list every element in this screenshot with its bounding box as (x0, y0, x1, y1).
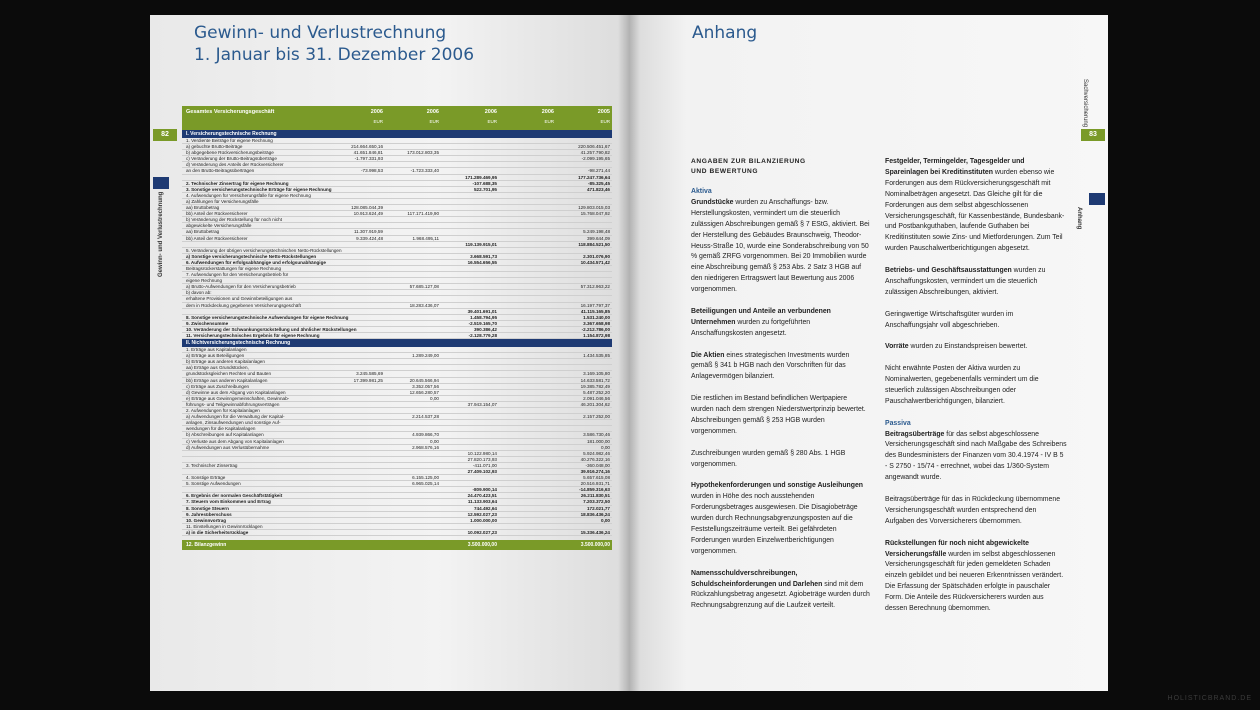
row-label: 8. Sonstige Steuern (186, 505, 229, 511)
page-number-right: 83 (1081, 129, 1105, 141)
row-label: a) Brutto-Aufwendungen für den Versicherungsbetrieb (186, 284, 296, 290)
row-value: 15.768.047,92 (580, 211, 610, 217)
row-value: 7.203.372,50 (583, 499, 610, 505)
year-col-2: 2006 (426, 109, 439, 115)
paragraph: Zuschreibungen wurden gemäß § 280 Abs. 1 HGB vorgenommen. (691, 449, 846, 468)
row-label: 2. Technischer Zinsertrag für eigene Rechnung (186, 180, 289, 186)
row-value: 16.197.797,37 (580, 302, 610, 308)
row-value: 10.092.027,23 (467, 529, 497, 535)
paragraph: Die Aktien eines strategischen Investments wurden gemäß § 341 b HGB nach den Vorschriften für das Anlagevermögen bilanziert. (691, 351, 850, 381)
row-value: 2.968.576,16 (412, 444, 439, 450)
subheading-passiva: Passiva (885, 419, 911, 427)
row-label: 4. Aufwendungen für Versicherungsfälle für eigene Rechnung (186, 192, 311, 198)
row-value: -360.048,00 (585, 462, 610, 468)
row-value: 1.434.535,85 (583, 353, 610, 359)
row-label: dem in Rückdeckung gegebenen Versicherungsgeschäft (186, 302, 301, 308)
row-value: 46.201.304,62 (580, 401, 610, 407)
row-label: a) in die Sicherheitsrücklage (186, 529, 249, 535)
row-value: 744.492,64 (474, 505, 497, 511)
row-value: 10.913.624,49 (353, 211, 383, 217)
row-label: aa) Bruttobetrag (186, 229, 220, 235)
paragraph: Festgelder, Termingelder, Tagesgelder und Spareinlagen bei Kreditinstituten wurden ebenso wie Forderungen aus dem Rückversicherungsgeschäft mit Nominalbeträgen angesetzt. Das Gleiche gilt für die Forderungen aus dem selbst abgeschlossenen Versicherungsgeschäft, für Kassenbestände, Bundesbank- und Postbankguthaben, laufende Guthaben bei Kreditinstituten sowie Zins- und Mietforderungen. Zum Teil wurden Pauschalwertberichtigungen abgesetzt. (885, 158, 1065, 253)
row-label: 3. Sonstige versicherungstechnische Erträge für eigene Rechnung (186, 186, 332, 192)
row-value: 0,00 (430, 395, 439, 401)
row-value: 19.385.782,49 (580, 383, 610, 389)
page-number-left: 82 (153, 129, 177, 141)
row-value: 57.312.963,22 (580, 284, 610, 290)
row-value: 11.133.903,64 (467, 499, 497, 505)
row-value: 41.115.165,85 (580, 308, 610, 314)
row-value: 181.000,00 (587, 438, 610, 444)
row-label: 1. Verdiente Beiträge für eigene Rechnung (186, 138, 273, 143)
row-value: 12.592.027,23 (467, 511, 497, 517)
row-label: b) davon ab: (186, 290, 212, 296)
section-marker-right (1089, 193, 1105, 205)
row-value: 37.943.154,07 (467, 401, 497, 407)
section-marker-left (153, 177, 169, 189)
row-label: bb) Erträge aus anderen Kapitalanlagen (186, 377, 268, 383)
row-label: führungs- und Teilgewinnabführungsverträgen (186, 401, 280, 407)
row-value: 41.257.790,82 (580, 150, 610, 156)
row-label: d) Gewinne aus dem Abgang von Kapitalanlagen (186, 389, 286, 395)
row-value: 5.657.615,08 (583, 475, 610, 481)
row-value: 24.470.423,51 (467, 493, 497, 499)
row-label: a) Erträge aus Beteiligungen (186, 353, 245, 359)
row-label: 6. Aufwendungen für erfolgsabhängige und erfolgsunabhängige (186, 259, 326, 265)
row-value: 119.139.915,01 (465, 241, 497, 247)
row-value: 57.685.127,08 (409, 284, 439, 290)
row-value: 5.487.252,20 (583, 389, 610, 395)
row-label: 7. Aufwendungen für den Versicherungsbetrieb für (186, 272, 289, 278)
appendix-title: Anhang (692, 23, 758, 43)
page-title: Gewinn- und Verlustrechnung (194, 23, 447, 43)
book-gutter (618, 15, 640, 691)
row-value: 3.668.591,73 (470, 253, 497, 259)
side-label-mid: Anhang (1076, 207, 1082, 230)
row-value: 3.367.658,98 (583, 320, 610, 326)
table-body (182, 130, 612, 536)
row-value: 18.836.436,24 (580, 511, 610, 517)
row-label: 10. Gewinnvortrag (186, 517, 227, 523)
year-col-3: 2006 (484, 109, 497, 115)
row-label: 10. Veränderung der Schwankungsrückstellung und ähnlicher Rückstellungen (186, 326, 357, 332)
row-label: Beitragsrückerstattungen für eigene Rechnung (186, 265, 281, 271)
row-value: -2.128.779,28 (468, 333, 497, 338)
watermark: HOLISTICBRAND.DE (1167, 695, 1252, 702)
paragraph: Nicht erwähnte Posten der Aktiva wurden zu Nominalwerten, gegebenenfalls vermindert um die steuerlich zulässigen Abschreibungen oder Pauschalwertberichtigungen, bilanziert. (885, 365, 1039, 405)
row-value: 40.276.322,16 (580, 456, 610, 462)
row-value: -809.900,14 (472, 487, 497, 493)
paragraph: Vorräte wurden zu Einstandspreisen bewertet. (885, 343, 1028, 351)
row-value: -2.519.165,70 (468, 320, 497, 326)
row-value: 0,00 (601, 444, 610, 450)
row-value: -73.998,53 (361, 168, 383, 174)
text-column-2 (885, 157, 1067, 626)
row-value: 399.644,09 (587, 235, 610, 241)
row-value: 18.283.436,07 (409, 302, 439, 308)
row-label: 6. Ergebnis der normalen Geschäftstätigkeit (186, 493, 283, 499)
section-heading: ANGABEN ZUR BILANZIERUNG UND BEWERTUNG (691, 158, 806, 175)
row-value: 20.516.931,71 (580, 481, 610, 487)
side-label-left: Gewinn- und Verlustrechnung (158, 191, 164, 277)
row-value: -107.688,35 (472, 180, 497, 186)
row-label: bb) Anteil der Rückversicherer (186, 235, 248, 241)
section-header: II. Nichtversicherungstechnische Rechnung (182, 339, 612, 347)
row-value: 4.939.866,70 (412, 432, 439, 438)
row-label: b) Veränderung der Rückstellung für noch nicht (186, 217, 283, 223)
brochure-spread (150, 15, 1108, 691)
row-label: 11. Versicherungstechnisches Ergebnis für eigene Rechnung (186, 333, 320, 338)
section-header: I. Versicherungstechnische Rechnung (182, 130, 612, 138)
row-label: c) Veränderung der Brutto-Beitragsüberträge (186, 156, 277, 162)
row-value: 1.968.495,11 (412, 235, 439, 241)
footer-label: 12. Bilanzgewinn (186, 542, 227, 548)
row-label: b) abgegebene Rückversicherungsbeiträge (186, 150, 274, 156)
row-label: a) Zahlungen für Versicherungsfälle (186, 198, 259, 204)
paragraph: Rückstellungen für noch nicht abgewickelte Versicherungsfälle wurden im selbst abgeschlossenen Versicherungsgeschäft für jeden gemeldeten Schaden einzeln gebildet und bei neueren Erkenntnissen verändert. Die Erfassung der Spätschäden erfolgte in pauschaler Form. Die Anteile des Rückversicherers wurden aus dessen Berechnung übernommen. (885, 539, 1064, 613)
row-label: 8. Sonstige versicherungstechnische Aufwendungen für eigene Rechnung (186, 314, 349, 320)
row-value: 471.823,46 (587, 186, 610, 192)
text-column-1 (691, 157, 871, 623)
row-label: e) Erträge aus Gewinngemeinschaften, Gewinnab- (186, 395, 290, 401)
row-value: 118.884.521,50 (578, 241, 610, 247)
unit-col-3: EUR (487, 119, 497, 124)
row-value: 2.214.537,28 (412, 414, 439, 420)
row-value: 2.157.252,00 (583, 414, 610, 420)
row-value: 11.307.919,59 (353, 229, 383, 235)
table-footer-row (182, 540, 612, 550)
row-value: 129.803.015,03 (578, 205, 610, 211)
row-label: 11. Einstellungen in Gewinnrücklagen (186, 523, 263, 529)
row-value: 10.434.571,42 (580, 259, 610, 265)
income-statement-table (182, 106, 612, 550)
row-value: -2.212.786,00 (581, 326, 610, 332)
unit-col-4: EUR (544, 119, 554, 124)
side-label-top: Sachversicherung (1082, 79, 1088, 128)
paragraph: Die restlichen im Bestand befindlichen Wertpapiere wurden nach dem strengen Niederstwertprinzip bewertet. Abschreibungen gemäß § 253 HGB wurden vorgenommen. (691, 395, 866, 435)
year-col-1: 2006 (370, 109, 383, 115)
row-value: 1.000.000,00 (470, 517, 497, 523)
row-value: 5.249.198,48 (583, 229, 610, 235)
row-value: 6.155.125,00 (412, 475, 439, 481)
row-value: 15.336.436,24 (580, 529, 610, 535)
row-label: 7. Steuern vom Einkommen und Ertrag (186, 499, 271, 505)
row-value: 171.289.469,95 (465, 174, 497, 180)
row-value: 1.458.794,95 (470, 314, 497, 320)
row-label: a) Sonstige versicherungstechnische Netto-Rückstellungen (186, 253, 317, 259)
row-value: 20.645.566,94 (409, 377, 439, 383)
paragraph: Beitragsüberträge für das in Rückdeckung übernommene Versicherungsgeschäft wurden entsprechend den Aufgaben des Vorversicherers übernommen. (885, 496, 1061, 525)
row-label: 5. Veränderung der übrigen versicherungstechnischen Netto-Rückstellungen (186, 247, 342, 253)
row-label: b) Erträge aus anderen Kapitalanlagen (186, 359, 265, 365)
year-col-5: 2005 (597, 109, 610, 115)
row-label: an den Brutto-Beitragsüberträgen (186, 168, 255, 174)
row-label: a) Aufwendungen für die Verwaltung der Kapital- (186, 414, 285, 420)
paragraph: Geringwertige Wirtschaftsgüter wurden im Anschaffungsjahr voll abgeschrieben. (885, 310, 1014, 329)
row-value: 27.820.173,93 (467, 456, 497, 462)
row-label: d) Aufwendungen aus Verlustübernahme (186, 444, 270, 450)
row-label: wendungen für die Kapitalanlagen (186, 426, 256, 432)
row-value: 172.021,77 (587, 505, 610, 511)
row-value: 3.352.057,56 (412, 383, 439, 389)
row-label: erhaltene Provisionen und Gewinnbeteiligungen aus (186, 296, 293, 302)
row-value: 27.409.102,93 (467, 468, 497, 474)
page-subtitle: 1. Januar bis 31. Dezember 2006 (194, 45, 475, 65)
row-value: 390.386,42 (474, 326, 497, 332)
row-value: -1.797.331,93 (354, 156, 383, 162)
row-value: 1.531.240,00 (583, 314, 610, 320)
row-value: -98.271,44 (588, 168, 610, 174)
row-value: -1.723.333,40 (410, 168, 439, 174)
row-label: 1. Erträge aus Kapitalanlagen (186, 347, 247, 353)
row-value: 173.012.803,35 (407, 150, 439, 156)
row-label: grundstücksgleichen Rechten und Bauten (186, 371, 272, 377)
row-value: 1.154.872,98 (583, 333, 610, 338)
paragraph: Namensschuldverschreibungen, Schuldscheinforderungen und Darlehen sind mit dem Rückzahlungsbetrag angesetzt. Agiobeträge wurden durch Rechnungsabgrenzung auf die Laufzeit verteilt. (691, 569, 870, 610)
row-label: aa) Bruttobetrag (186, 205, 220, 211)
row-value: 12.656.280,57 (409, 389, 439, 395)
row-value: 39.916.274,16 (580, 468, 610, 474)
row-label: 5. Sonstige Aufwendungen (186, 481, 241, 487)
row-label: 4. Sonstige Erträge (186, 475, 226, 481)
row-value: 2.301.076,90 (583, 253, 610, 259)
row-value: 3.169.105,80 (583, 371, 610, 377)
unit-col-2: EUR (429, 119, 439, 124)
row-label: eigene Rechnung (186, 278, 223, 284)
row-value: -411.071,00 (472, 462, 497, 468)
table-header-title: Gesamtes Versicherungsgeschäft (186, 109, 275, 115)
row-value: -2.099.195,65 (581, 156, 610, 162)
row-label: a) gebuchte Brutto-Beiträge (186, 144, 243, 150)
row-value: 3.586.730,46 (583, 432, 610, 438)
row-value: -85.325,45 (588, 180, 610, 186)
row-value: 5.924.982,46 (583, 450, 610, 456)
unit-col-1: EUR (373, 119, 383, 124)
right-page (629, 15, 1108, 691)
row-label: anlagen, Zinsaufwendungen und sonstige Auf- (186, 420, 281, 426)
year-col-4: 2006 (541, 109, 554, 115)
row-value: 3.245.585,69 (356, 371, 383, 377)
row-value: 9.339.424,48 (356, 235, 383, 241)
paragraph: Beteiligungen und Anteile an verbundenen Unternehmen wurden zu fortgeführten Anschaffungskosten angesetzt. (691, 307, 831, 337)
paragraph: Betriebs- und Geschäftsausstattungen wurden zu Anschaffungskosten, vermindert um die steuerlich zulässigen Abschreibungen, aktiviert. (885, 267, 1046, 296)
row-value: 41.651.846,81 (353, 150, 383, 156)
row-value: 0,00 (430, 438, 439, 444)
footer-value-2006: 3.500.000,00 (467, 542, 497, 548)
row-label: 3. Technischer Zinsertrag (186, 462, 238, 468)
row-value: 522.701,95 (474, 186, 497, 192)
row-value: 10.122.980,14 (467, 450, 497, 456)
row-value: 16.554.656,55 (467, 259, 497, 265)
table-row (182, 333, 612, 339)
table-header (182, 106, 612, 130)
paragraph: Hypothekenforderungen und sonstige Ausleihungen wurden in Höhe des noch ausstehenden Forderungsbetrages ausgewiesen. Die Disagiobeträge wurden durch Rechnungsabgrenzungsposten auf die Feststellungszeiträume verteilt. Bei gefährdeten Forderungen wurden Einzelwertberichtigungen vorgenommen. (691, 482, 864, 555)
row-label: d) Veränderung des Anteils der Rückversicherer (186, 162, 284, 168)
row-value: 17.399.981,25 (353, 377, 383, 383)
row-label: aa) Erträge aus Grundstücken, (186, 365, 249, 371)
row-label: b) Abschreibungen auf Kapitalanlagen (186, 432, 264, 438)
subheading-aktiva: Aktiva (691, 188, 712, 195)
footer-value-2005: 3.500.000,00 (580, 542, 610, 548)
row-value: -14.859.316,63 (579, 487, 610, 493)
unit-col-5: EUR (600, 119, 610, 124)
paragraph: Grundstücke wurden zu Anschaffungs- bzw. Herstellungskosten, vermindert um die steuerlich zulässigen Abschreibungen gemäß § 7 EStG, aktiviert. Bei der Herstellung des Gebäudes Braunschweig, Theodor-Heuss-Straße 10, wurde eine Sonderabschreibung von 50 % gemäß ZRFG vorgenommen. Bei 20 Immobilien wurde eine Abschreibung gemäß § 253 Abs. 2 Satz 3 HGB auf den niedrigeren Ertragswert laut Bewertung aus 2006 vorgenommen. (691, 198, 870, 294)
row-label: c) Verluste aus dem Abgang von Kapitalanlagen (186, 438, 284, 444)
row-value: 14.633.581,72 (580, 377, 610, 383)
row-value: 1.289.249,00 (412, 353, 439, 359)
row-label: 9. Zwischensumme (186, 320, 229, 326)
paragraph: Beitragsüberträge für das selbst abgeschlossene Versicherungsgeschäft sind nach Maßgabe des Schreibens des Bundesministers der Finanzen vom 30.4.1974 - IV B 5 - S 2750 - 15/74 - errechnet, wobei das 1/360-System angewandt wurde. (885, 430, 1067, 482)
row-value: 220.506.451,67 (578, 144, 610, 150)
row-label: bb) Anteil der Rückversicherer (186, 211, 248, 217)
row-value: 214.664.650,16 (351, 144, 383, 150)
row-label: 9. Jahresüberschuss (186, 511, 232, 517)
row-value: 177.247.736,64 (578, 174, 610, 180)
row-label: 2. Aufwendungen für Kapitalanlagen (186, 408, 260, 414)
row-value: 2.091.046,56 (583, 395, 610, 401)
row-value: 6.965.025,14 (412, 481, 439, 487)
row-value: 0,00 (601, 517, 610, 523)
row-value: 117.171.419,90 (407, 211, 439, 217)
table-row (182, 530, 612, 536)
row-value: 39.401.691,01 (467, 308, 497, 314)
left-page (150, 15, 629, 691)
row-label: c) Erträge aus Zuschreibungen (186, 383, 250, 389)
row-label: abgewickelte Versicherungsfälle (186, 223, 252, 229)
row-value: 128.085.044,39 (351, 205, 383, 211)
row-value: 26.211.830,51 (580, 493, 610, 499)
